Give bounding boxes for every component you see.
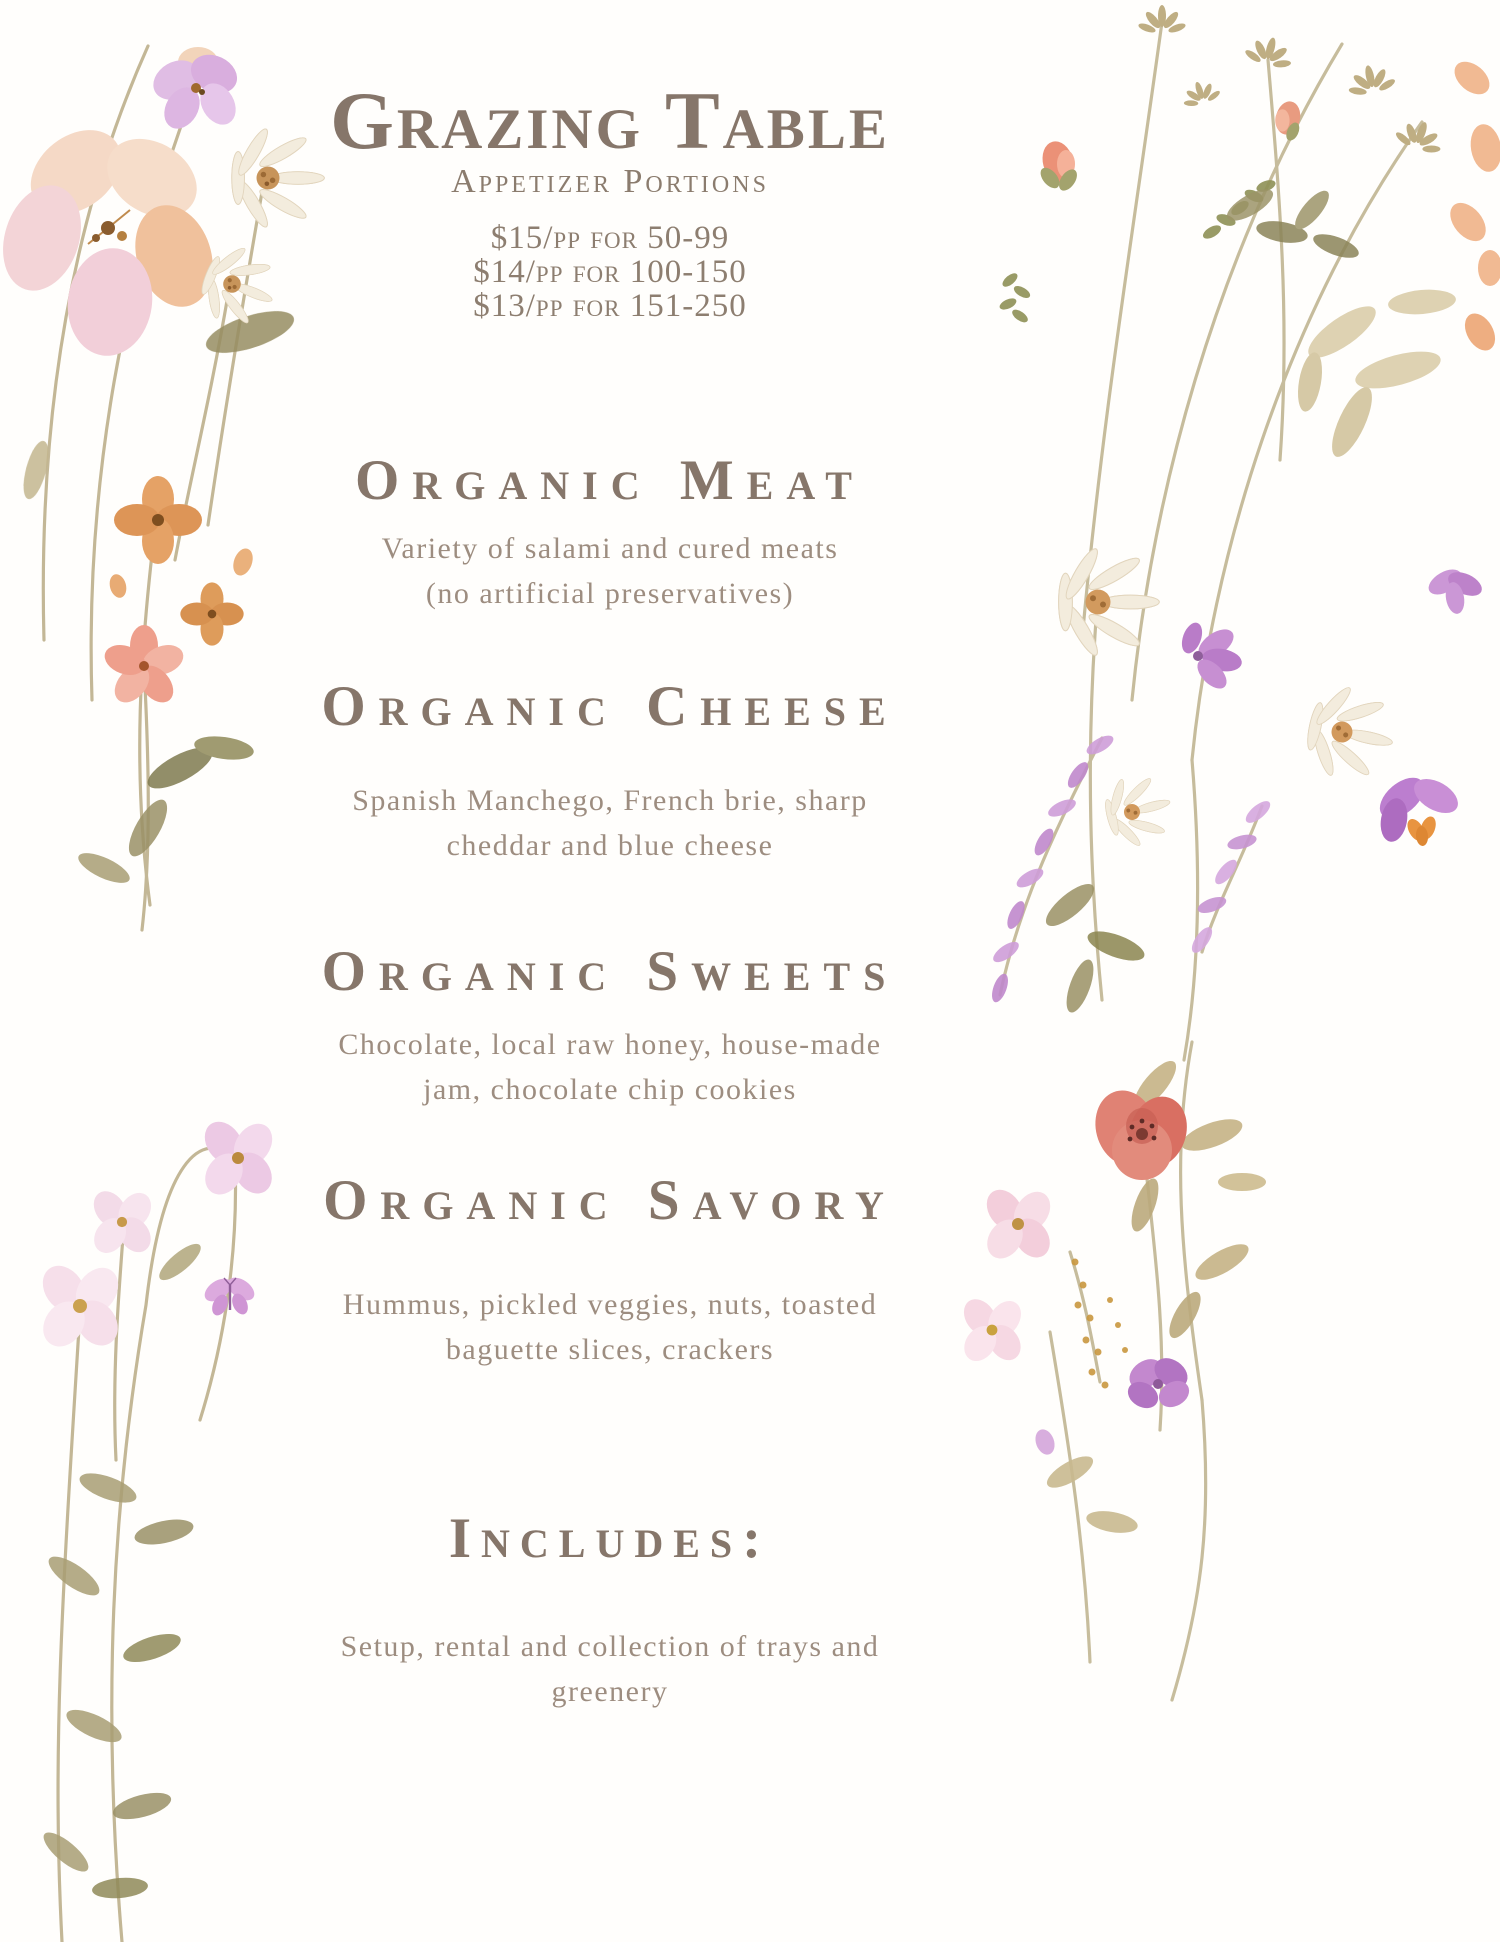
red-poppy-illustration: [1087, 1084, 1196, 1180]
description-line: jam, chocolate chip cookies: [423, 1073, 797, 1106]
section-heading: Organic Savory: [323, 1169, 897, 1232]
orange-flower-illustration: [114, 476, 202, 564]
section-description: [280, 1282, 940, 1372]
price-tier: $14/pp for 100-150: [473, 253, 747, 290]
peach-flower-illustration: [0, 113, 225, 361]
section-description: [280, 1022, 940, 1112]
description-line: (no artificial preservatives): [425, 577, 795, 610]
price-tier: $15/pp for 50-99: [490, 220, 730, 256]
purple-flower-illustration: [1178, 620, 1244, 694]
description-line: cheddar and blue cheese: [446, 829, 774, 862]
page-subtitle: Appetizer Portions: [451, 163, 769, 200]
section-heading: Organic Sweets: [321, 940, 899, 1003]
butterfly-icon: [201, 1273, 259, 1318]
description-line: Chocolate, local raw honey, house-made: [338, 1028, 882, 1061]
purple-orange-flower-illustration: [1372, 770, 1463, 847]
pink-flower-illustration: [197, 1114, 280, 1201]
description-line: Variety of salami and cured meats: [381, 532, 839, 565]
section-heading: Organic Cheese: [321, 675, 899, 738]
description-line: Setup, rental and collection of trays and: [340, 1630, 880, 1663]
section-description: [280, 778, 940, 868]
price-tier: $13/pp for 151-250: [473, 287, 747, 324]
description-line: greenery: [551, 1675, 669, 1708]
section-heading: Organic Meat: [355, 449, 865, 512]
purple-flower-illustration: [1123, 1352, 1194, 1413]
coral-rosebud-illustration: [1037, 138, 1081, 194]
section-description: [280, 526, 940, 616]
lilac-pansy-illustration: [146, 47, 243, 135]
salmon-flower-illustration: [100, 625, 187, 709]
description-line: Hummus, pickled veggies, nuts, toasted: [342, 1288, 878, 1321]
right-wildflower-artwork-image: [950, 0, 1500, 1942]
description-line: baguette slices, crackers: [445, 1333, 775, 1366]
includes-description: [280, 1624, 940, 1714]
pricing-block: [280, 221, 940, 323]
description-line: Spanish Manchego, French brie, sharp: [352, 784, 868, 817]
includes-heading: Includes:: [448, 1507, 772, 1570]
page-title: Grazing Table: [330, 75, 890, 166]
